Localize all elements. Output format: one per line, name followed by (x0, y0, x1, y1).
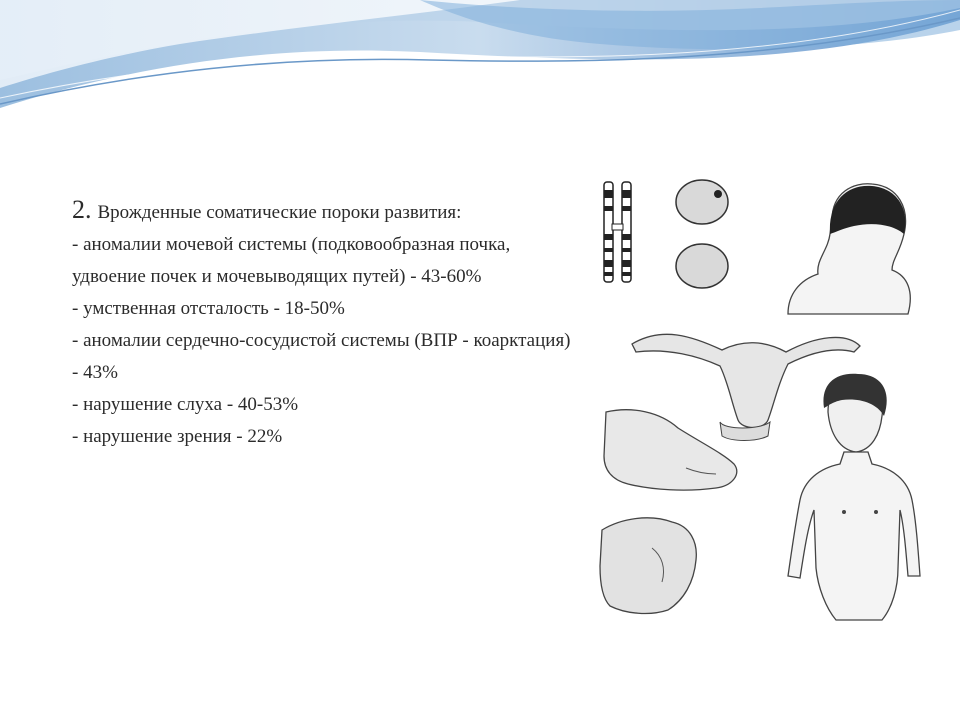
list-item: - нарушение зрения - 22% (72, 426, 283, 447)
slide-heading-text: Врожденные соматические пороки развития: (97, 202, 462, 223)
slide-body-text (72, 194, 572, 453)
slide-number: 2. (72, 195, 92, 224)
list-item: - нарушение слуха - 40-53% (72, 394, 299, 415)
neck-profile-drawing (788, 184, 910, 314)
chromosome-drawing (604, 182, 631, 282)
cell-nuclei-drawing (676, 180, 728, 288)
turner-syndrome-illustration (592, 168, 932, 630)
list-item: - аномалии мочевой системы (подковообразная почка, удвоение почек и мочевыводящих путей) - 43-60% (72, 234, 511, 287)
hand-drawing (600, 518, 696, 614)
girl-figure-drawing (788, 374, 920, 620)
header-wave-decoration (0, 0, 960, 120)
swollen-foot-drawing (604, 410, 737, 490)
list-item: - умственная отсталость - 18-50% (72, 298, 345, 319)
slide-heading (72, 194, 572, 229)
list-item: - аномалии сердечно-сосудистой системы (ВПР - коарктация) - 43% (72, 330, 571, 383)
